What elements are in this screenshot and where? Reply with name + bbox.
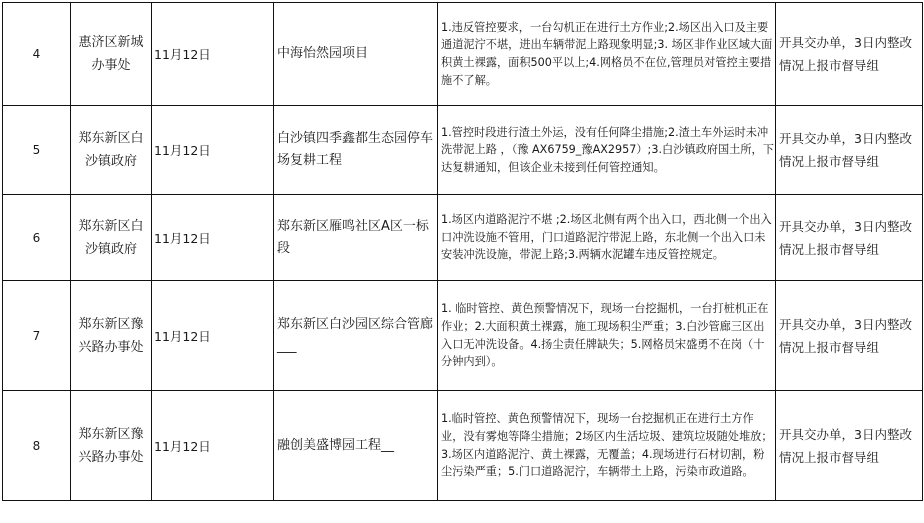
project-name: 郑东新区白沙园区综合管廊___ [274,281,438,391]
handling-action: 开具交办单，3日内整改情况上报市督导组 [776,195,923,281]
row-number: 8 [3,391,71,501]
project-name: 中海怡然园项目 [274,3,438,106]
row-number: 4 [3,3,71,106]
responsible-unit: 郑东新区白沙镇政府 [71,106,152,195]
table-row [3,195,923,281]
inspection-table [2,2,923,501]
problems-found: 1.违反管控要求，一台勾机正在进行土方作业;2.场区出入口及主要通道泥泞不堪，进出车辆带泥上路现象明显;3. 场区非作业区域大面积黄土裸露，面积500平以上;4.网格员不在位,管理员对管控主要措施不了解。 [438,3,776,106]
problems-found: 1. 临时管控、黄色预警情况下，现场一台挖掘机，一台打桩机正在作业；2.大面积黄土裸露，施工现场积尘严重；3.白沙管廊三区出入口无冲洗设备。4.扬尘责任牌缺失；5.网格员宋盛勇不在岗（十分钟内到）。 [438,281,776,391]
responsible-unit: 郑东新区豫兴路办事处 [71,281,152,391]
row-number: 6 [3,195,71,281]
responsible-unit: 惠济区新城办事处 [71,3,152,106]
table-row [3,3,923,106]
inspection-date: 11月12日 [152,195,274,281]
handling-action: 开具交办单，3日内整改情况上报市督导组 [776,281,923,391]
table-row [3,106,923,195]
responsible-unit: 郑东新区白沙镇政府 [71,195,152,281]
table-row [3,391,923,501]
inspection-date: 11月12日 [152,3,274,106]
table-row [3,281,923,391]
inspection-date: 11月12日 [152,281,274,391]
project-name: 融创美盛博园工程__ [274,391,438,501]
handling-action: 开具交办单，3日内整改情况上报市督导组 [776,391,923,501]
handling-action: 开具交办单，3日内整改情况上报市督导组 [776,3,923,106]
row-number: 5 [3,106,71,195]
responsible-unit: 郑东新区豫兴路办事处 [71,391,152,501]
handling-action: 开具交办单，3日内整改情况上报市督导组 [776,106,923,195]
inspection-date: 11月12日 [152,391,274,501]
problems-found: 1.管控时段进行渣土外运，没有任何降尘措施;2.渣土车外运时未冲洗带泥上路 ，（豫 AX6759_豫AX2957）;3.白沙镇政府国土所，下达复耕通知，但该企业未接到任何管控通知。 [438,106,776,195]
inspection-date: 11月12日 [152,106,274,195]
problems-found: 1.场区内道路泥泞不堪 ;2.场区北侧有两个出入口，西北侧一个出入口冲洗设施不管用，门口道路泥泞带泥上路，东北侧一个出入口未安装冲洗设施，带泥上路;3.两辆水泥罐车违反管控规定。 [438,195,776,281]
project-name: 郑东新区雁鸣社区A区一标段 [274,195,438,281]
problems-found: 1.临时管控、黄色预警情况下，现场一台挖掘机正在进行土方作业，没有雾炮等降尘措施；2场区内生活垃圾、建筑垃圾随处堆放；3.场区内道路泥泞、黄土裸露，无覆盖；4.现场进行石材切割，粉尘污染严重；5.门口道路泥泞，车辆带土上路，污染市政道路。 [438,391,776,501]
row-number: 7 [3,281,71,391]
project-name: 白沙镇四季鑫都生态园停车场复耕工程 [274,106,438,195]
